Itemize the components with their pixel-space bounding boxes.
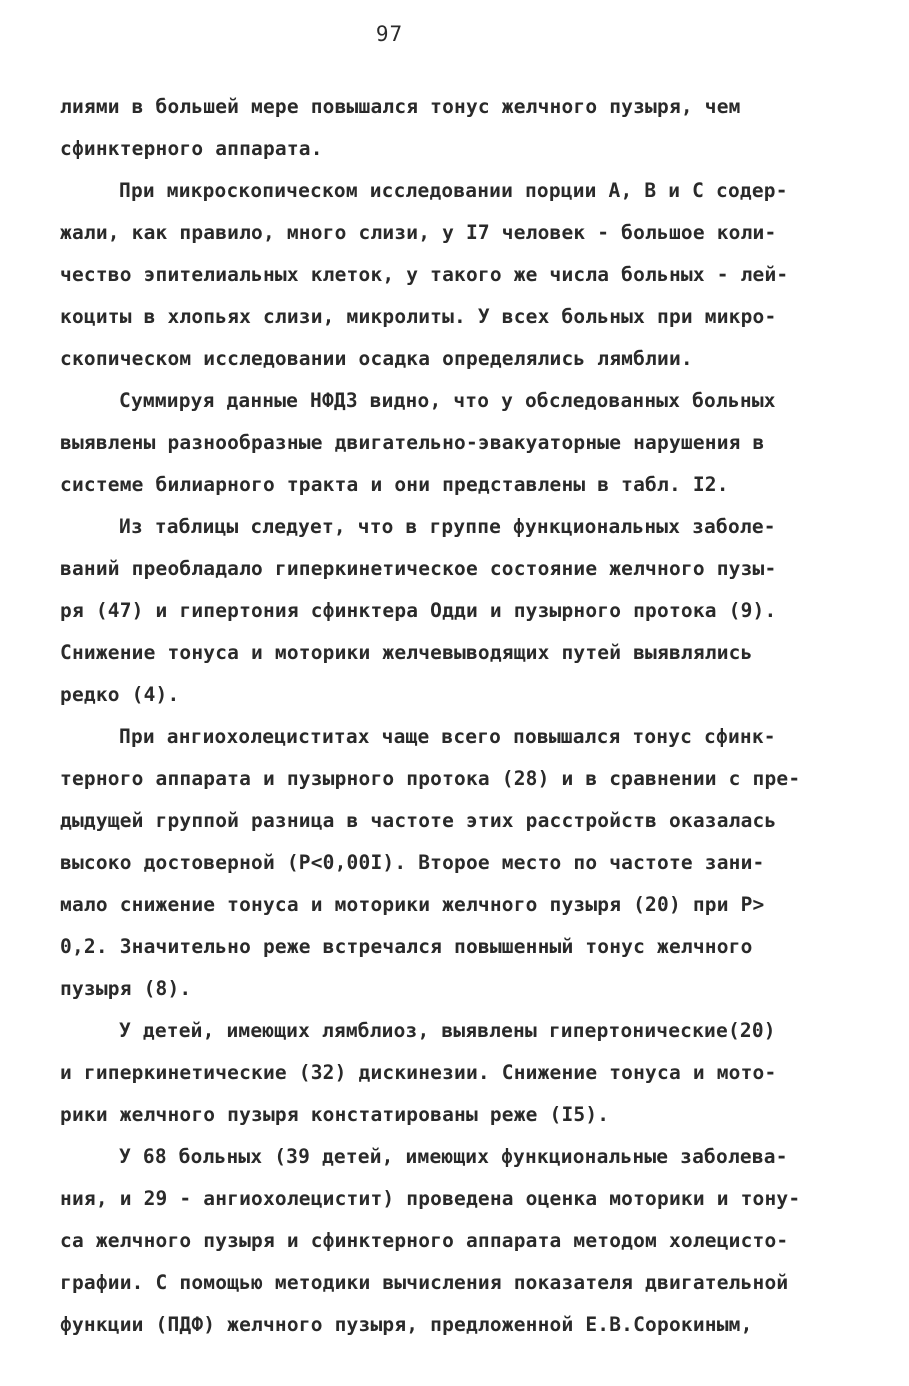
text-line: выявлены разнообразные двигательно-эвакуаторные нарушения в (60, 431, 765, 454)
text-line: 0,2. Значительно реже встречался повышенный тонус желчного (60, 935, 753, 958)
text-line: графии. С помощью методики вычисления показателя двигательной (60, 1271, 789, 1294)
text-line: терного аппарата и пузырного протока (28) и в сравнении с пре- (60, 767, 801, 790)
text-line: Снижение тонуса и моторики желчевыводящих путей выявлялись (60, 641, 753, 664)
text-line: функции (ПДФ) желчного пузыря, предложенной Е.В.Сорокиным, (60, 1313, 753, 1336)
text-line: коциты в хлопьях слизи, микролиты. У всех больных при микро- (60, 305, 777, 328)
page-number: 97 (375, 22, 404, 46)
text-line: лиями в большей мере повышался тонус желчного пузыря, чем (60, 95, 741, 118)
text-line: ния, и 29 - ангиохолецистит) проведена оценка моторики и тону- (60, 1187, 801, 1210)
text-line: са желчного пузыря и сфинктерного аппарата методом холецисто- (60, 1229, 789, 1252)
text-line: У 68 больных (39 детей, имеющих функциональные заболева- (119, 1145, 788, 1168)
text-line: чество эпителиальных клеток, у такого же числа больных - лей- (60, 263, 789, 286)
text-line: высоко достоверной (Р<0,00I). Второе место по частоте зани- (60, 851, 765, 874)
text-line: рики желчного пузыря констатированы реже (I5). (60, 1103, 610, 1126)
text-line: У детей, имеющих лямблиоз, выявлены гипертонические(20) (119, 1019, 776, 1042)
text-line: сфинктерного аппарата. (60, 137, 323, 160)
text-line: и гиперкинетические (32) дискинезии. Снижение тонуса и мото- (60, 1061, 777, 1084)
text-line: мало снижение тонуса и моторики желчного пузыря (20) при Р> (60, 893, 765, 916)
text-line: редко (4). (60, 683, 180, 706)
text-line: системе билиарного тракта и они представлены в табл. I2. (60, 473, 729, 496)
text-line: скопическом исследовании осадка определялись лямблии. (60, 347, 693, 370)
text-line: Суммируя данные НФДЗ видно, что у обследованных больных (119, 389, 776, 412)
text-line: Из таблицы следует, что в группе функциональных заболе- (119, 515, 776, 538)
text-line: При ангиохолециститах чаще всего повышался тонус сфинк- (119, 725, 776, 748)
text-line: ваний преобладало гиперкинетическое состояние желчного пузы- (60, 557, 777, 580)
body-text (60, 86, 860, 1346)
text-line: При микроскопическом исследовании порции А, В и С содер- (119, 179, 788, 202)
text-line: жали, как правило, много слизи, у I7 человек - большое коли- (60, 221, 777, 244)
text-line: ря (47) и гипертония сфинктера Одди и пузырного протока (9). (60, 599, 777, 622)
text-line: дыдущей группой разница в частоте этих расстройств оказалась (60, 809, 777, 832)
text-line: пузыря (8). (60, 977, 192, 1000)
